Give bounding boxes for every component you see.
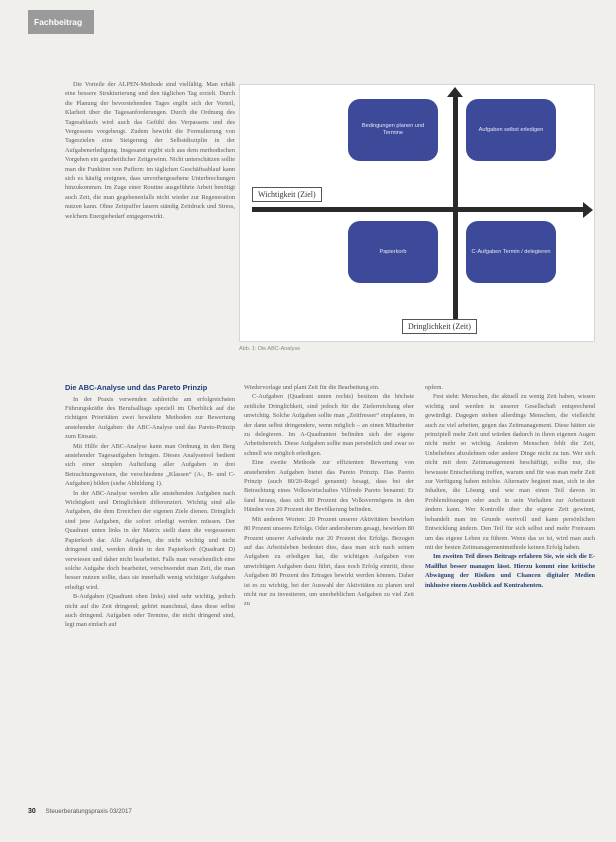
x-axis-line (252, 207, 587, 212)
page-number: 30 (28, 808, 36, 815)
paragraph: opfern. (425, 384, 444, 391)
paragraph: In der Praxis verwenden zahlreiche am erfolgreichsten Führungskräfte des Berufsalltags speziell im Überblick auf die richtigen Prioritäten zwei bewährte Methoden zur Bewertung anstehender Aufgaben: die ABC-Analyse und das Pareto-Prinzip zum Einsatz. (65, 395, 235, 441)
section-tab: Fachbeitrag (28, 10, 94, 34)
paragraph: Fest steht: Menschen, die aktuell zu wenig Zeit haben, wissen wichtig und werden in unserer Gesellschaft entsprechend gewürdigt. Dagegen stehen allerdings Menschen, die vielleicht auch zu viel arbeiten, gegen das Zeitmanagement. Diese hätten sie prinzipiell mehr Zeit und würden dadurch in ihren eigenen Augen nicht mehr so wichtig. Anderen Menschen fehlt die Zeit, Unbeliebtes abzulehnen oder andere Dinge nicht zu tun. Wer sich nicht mit dem Zeitmanagement beschäftigt, sollte nur, die bewusste Entscheidung treffen, warum und für was man mehr Zeit zur Verfügung haben möchte. Alternativ beginnt man, sich in der Inhalten, die Lösung und wie man einen Teil davon in Problemlösungen oder auch in sein Verhalten zur Arbeitszeit ändern kann. Wer Kontrolle über die eigene Zeit gewinnt, behandelt man im Grunde wertvoll und kann persönlichen Entwicklung ändern. Den Teil für sich selbst und mehr Freiraum um das eigene Leben zu führen. Wenn das so ist, wird man auch mit der besten Zeitmanagementmethode keinen Erfolg haben. (425, 393, 595, 551)
column-1-bottom (65, 383, 235, 630)
paragraph: B-Aufgaben (Quadrant oben links) sind sehr wichtig, jedoch nicht auf die Zeit dringend; gehört manchmal, dass diese selbst auch dringend. Aufgaben oder Termine, die nicht dringend sind, legt man einfach auf (65, 593, 235, 629)
x-axis-label: Dringlichkeit (Zeit) (402, 319, 477, 334)
quadrant-c-tasks: C-Aufgaben Termin / delegieren (466, 221, 556, 283)
paragraph: In der ABC-Analyse werden alle anstehenden Aufgaben nach Wichtigkeit und Dringlichkeit differenziert. Wichtig sind alle Aufgaben, die dem Erreichen der eigenen Ziele dienen. Dringlich sind jene Aufgaben, die sofort erledigt werden müssen. Der Quadrant unten links in der Matrix stellt dann die vergessenen Papierkorb dar. Alle Aufgaben, die nicht wichtig und nicht dringend sind, werden direkt in den Papierkorb (Quadrant D) verwiesen und daher nicht bearbeitet. Falls man versehentlich eine solche Aufgabe doch bearbeitet, verschwendet man Zeit, die man besser nutzen sollte, dass sie innerhalb wenig wichtiger Aufgaben erledigt wird. (65, 489, 235, 591)
arrow-up-icon (447, 87, 463, 97)
paragraph: Eine zweite Methode zur effizienten Bewertung von anstehenden Aufgaben bietet das Pareto Prinzip. Das Pareto Prinzip (auch 80/20-Regel genannt) besagt, dass bei der Betrachtung eines Volkswirtschaftes Vilfredo Pareto benannt: Er fand heraus, dass sich 80 Prozent des Volksvermögens in den Händen von 20 Prozent der Bevölkerung befinden. (244, 459, 414, 514)
column-2 (244, 383, 414, 609)
paragraph: C-Aufgaben (Quadrant unten rechts) besitzen die höchste zeitliche Dringlichkeit, sind jedoch für die Zielerreichung eher unwichtig. Solche Aufgaben sollte man „Zeitfresser“ einplanen, in der dann selbst dringendere, wenn möglich – an einen Mitarbeiter zu delegieren. Im A-Quadranten befinden sich der eigene Arbeitsbereich. Diese Aufgaben sollte man persönlich und zwar so schnell wie möglich erledigen. (244, 393, 414, 457)
paragraph: Mit anderen Worten: 20 Prozent unserer Aktivitäten bewirken 80 Prozent unseres Erfolgs. Oder andersherum gesagt, bewirken 80 Prozent unserer Aufwände nur 20 Prozent des Erfolgs. Bezogen auf das Arbeitsleben bedeutet dies, dass man sich nach seinen Aufgaben zu erledigen hat, die wichtigen Aufgaben von unwichtigen Aufgaben dazu führt, dass noch Erfolg eintritt, diese Aufgaben 80 Prozent des Ertrages bewirkt werden können. Daher ist es zu wichtig, bei der Auswahl der Aktivitäten zu planen und nicht nur zu investieren, um unerheblichen Aufgaben zu viel Zeit zu (244, 515, 414, 608)
figure-caption: Abb. 1: Die ABC-Analyse (239, 346, 301, 352)
abc-matrix-figure (239, 84, 595, 342)
paragraph: Wiedervorlage und plant Zeit für die Bearbeitung ein. (244, 384, 380, 391)
page-footer (28, 808, 132, 815)
quadrant-papierkorb: Papierkorb (348, 221, 438, 283)
section-heading: Die ABC-Analyse und das Pareto Prinzip (65, 383, 208, 392)
paragraph: Die Vorteile der ALPEN-Methode sind vielfältig. Man erhält eine bessere Strukturierung und den täglichen Tag erzielt. Durch die Planung der bevorstehenden Tages ergibt sich der Vorteil, Klarheit über die Tagesanforderungen. Durch die Ordnung des Tagesablaufs wird auch das Gefühl des Verpassens und des Vergessens vorgebeugt. Zudem bewirkt die Formulierung von Tageszielen eine Steigerung der Selbstdisziplin in der Aufgabenerledigung. Insgesamt ergibt sich aus dem methodischen Vorgehen ein ganzheitlicher Zeitgewinn. Nicht unterschätzen sollte man die Funktion von Puffern: im täglichen Geschäftsablauf kann sich es häufig ereignen, dass unvorhergesehene Unterbrechungen hinzukommen. Im Zuge einer Routine ausgeführte Arbeit benötigt auch Zeit, die man gegebenenfalls nicht wieder zur Regeneration nutzen kann. Ohne Zeitpuffer lauern ständig Zeitdruck und Stress, welchem Energiebedarf entgegenwirkt. (65, 81, 235, 220)
outlook-paragraph: Im zweiten Teil dieses Beitrags erfahren Sie, wie sich die E-Mailflut besser managen lässt. Hierzu kommt eine kritische Abwägung der Risiken und Chancen digitaler Medien inklusive einem Ausblick auf Kontrahenten. (425, 553, 595, 589)
quadrant-b-tasks: Bedingungen planen und Termine (348, 99, 438, 161)
publication-name: Steuerberatungspraxis 03/2017 (45, 808, 132, 815)
column-1-top (65, 80, 235, 221)
paragraph: Mit Hilfe der ABC-Analyse kann man Ordnung in den Berg anstehender Tagesaufgaben bringen. Dieses Analysetool bedient sich einer simplen Aufteilung aller Aufgaben in drei Betrachtungsweisen, die verschiedene „Klassen“ (A-, B- und C-Aufgaben) bilden (siehe Abbildung 1). (65, 442, 235, 488)
column-3 (425, 383, 595, 590)
arrow-right-icon (583, 202, 593, 218)
y-axis-label: Wichtigkeit (Ziel) (252, 187, 322, 202)
quadrant-a-tasks: Aufgaben selbst erledigen (466, 99, 556, 161)
